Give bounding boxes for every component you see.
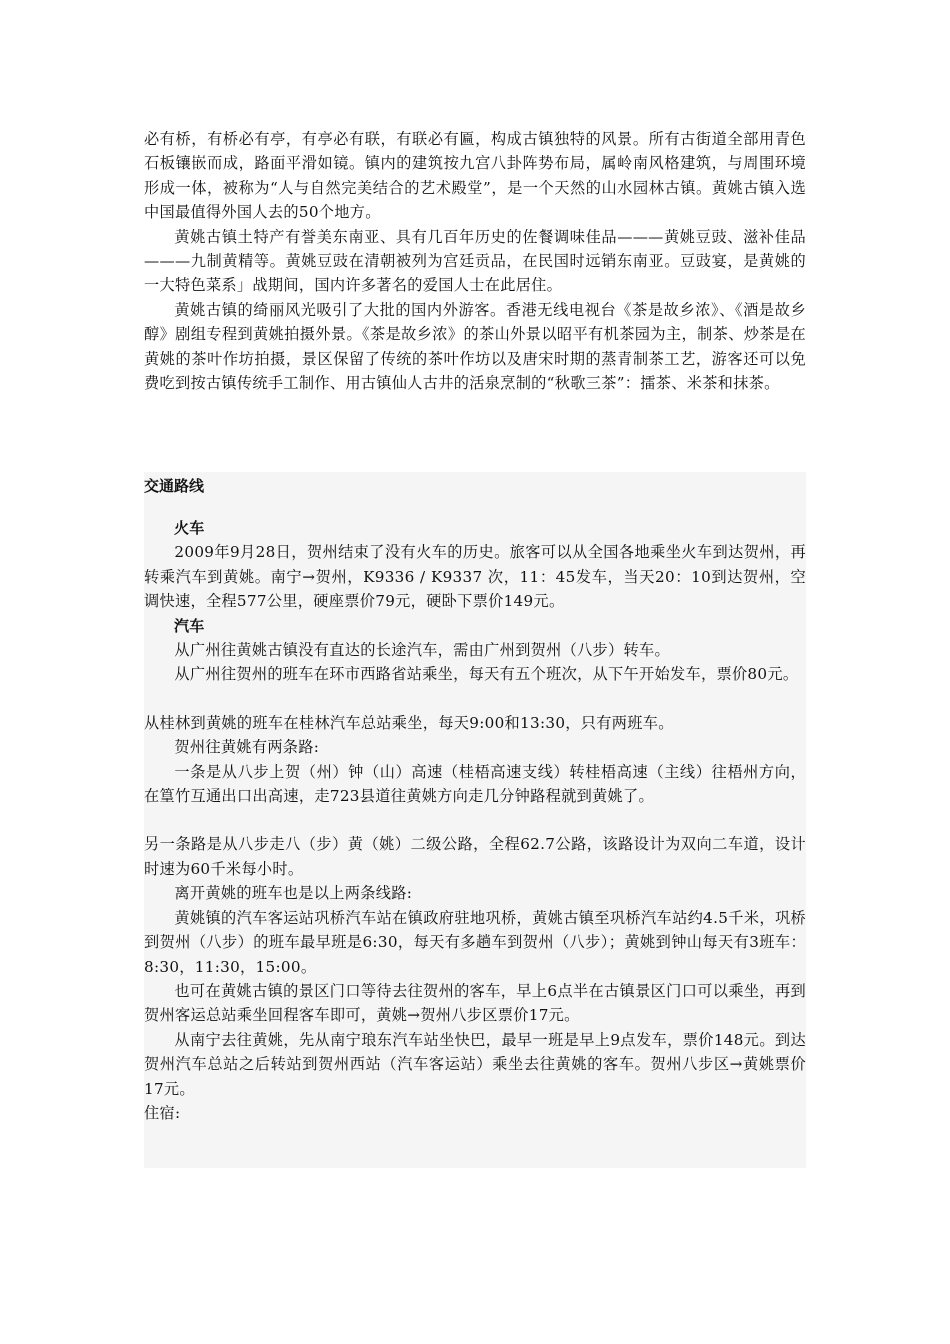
bus-paragraph-7: 离开黄姚的班车也是以上两条线路: — [174, 884, 413, 903]
train-paragraph: 2009年9月28日，贺州结束了没有火车的历史。旅客可以从全国各地乘坐火车到达贺州，再转乘汽车到黄姚。南宁→贺州，K9336 / K9337 次，11：45发车，当天20：10到达贺州，空调快速，全程577公里，硬座票价79元，硬卧下票价149元。 — [144, 543, 806, 611]
intro-paragraph-2: 黄姚古镇土特产有誉美东南亚、具有几百年历史的佐餐调味佳品———黄姚豆豉、滋补佳品———九制黄精等。黄姚豆豉在清朝被列为宫廷贡品，在民国时远销东南亚。豆豉宴，是黄姚的一大特色菜系」战期间，国内许多著名的爱国人士在此居住。 — [144, 227, 806, 295]
bus-paragraph-4: 贺州往黄姚有两条路: — [174, 738, 320, 757]
bus-heading: 汽车 — [174, 616, 205, 635]
bus-paragraph-9: 也可在黄姚古镇的景区门口等待去往贺州的客车，早上6点半在古镇景区门口可以乘坐，再到贺州客运总站乘坐回程客车即可，黄姚→贺州八步区票价17元。 — [144, 981, 806, 1025]
bus-paragraph-8: 黄姚镇的汽车客运站巩桥汽车站在镇政府驻地巩桥，黄姚古镇至巩桥汽车站约4.5千米，巩桥到贺州（八步）的班车最早班是6:30，每天有多趟车到贺州（八步）；黄姚到钟山每天有3班车：8:30，11:30，15:00。 — [144, 908, 806, 976]
intro-paragraph-3: 黄姚古镇的绮丽风光吸引了大批的国内外游客。香港无线电视台《茶是故乡浓》、《酒是故乡醇》剧组专程到黄姚拍摄外景。《茶是故乡浓》的茶山外景以昭平有机茶园为主，制茶、炒茶是在黄姚的茶叶作坊拍摄，景区保留了传统的茶叶作坊以及唐宋时期的蒸青制茶工艺，游客还可以免费吃到按古镇传统手工制作、用古镇仙人古井的活泉烹制的“秋歌三茶”：擂茶、米茶和抹茶。 — [144, 300, 806, 393]
bus-paragraph-5: 一条是从八步上贺（州）钟（山）高速（桂梧高速支线）转桂梧高速（主线）往梧州方向，在篁竹互通出口出高速，走723县道往黄姚方向走几分钟路程就到黄姚了。 — [144, 762, 806, 806]
bus-paragraph-10: 从南宁去往黄姚，先从南宁琅东汽车站坐快巴，最早一班是早上9点发车，票价148元。到达贺州汽车总站之后转站到贺州西站（汽车客运站）乘坐去往黄姚的客车。贺州八步区→黄姚票价17元。 — [144, 1030, 806, 1098]
intro-paragraph-1: 必有桥，有桥必有亭，有亭必有联，有联必有匾，构成古镇独特的风景。所有古街道全部用青色石板镶嵌而成，路面平滑如镜。镇内的建筑按九宫八卦阵势布局，属岭南风格建筑，与周围环境形成一体，被称为“人与自然完美结合的艺术殿堂”，是一个天然的山水园林古镇。黄姚古镇入选中国最值得外国人去的50个地方。 — [144, 130, 806, 222]
bus-paragraph-1: 从广州往黄姚古镇没有直达的长途汽车，需由广州到贺州（八步）转车。 — [174, 641, 670, 660]
bus-paragraph-6: 另一条路是从八步走八（步）黄（姚）二级公路，全程62.7公路，该路设计为双向二车道，设计时速为60千米每小时。 — [144, 835, 806, 878]
lodging-heading: 住宿: — [144, 1103, 181, 1122]
section-title-transport: 交通路线 — [144, 472, 806, 500]
train-heading: 火车 — [174, 519, 205, 537]
transport-section — [144, 500, 806, 1168]
bus-paragraph-3: 从桂林到黄姚的班车在桂林汽车总站乘坐，每天9:00和13:30，只有两班车。 — [144, 713, 674, 732]
bus-paragraph-2: 从广州往贺州的班车在环市西路省站乘坐，每天有五个班次，从下午开始发车，票价80元。 — [174, 665, 799, 684]
intro-section — [144, 127, 806, 395]
